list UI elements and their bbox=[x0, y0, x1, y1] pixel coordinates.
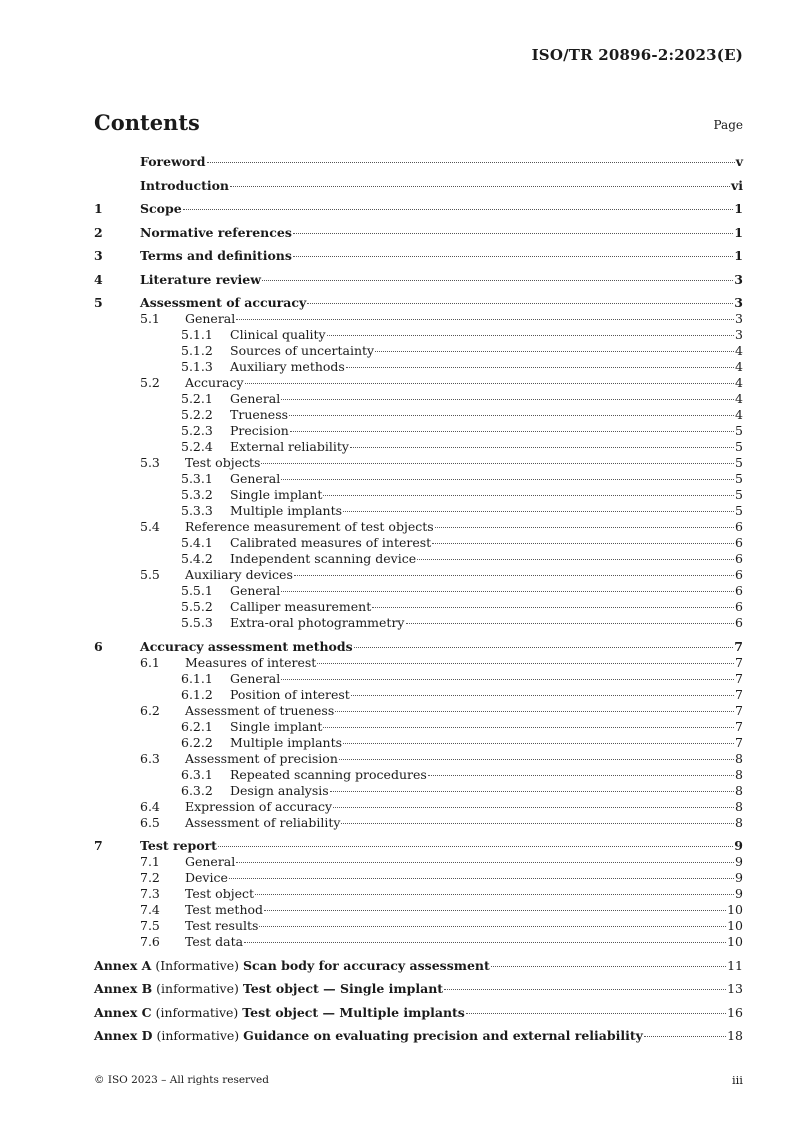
toc-entry-page: 6 bbox=[735, 535, 743, 550]
toc-entry-number: 5.4.2 bbox=[181, 551, 213, 566]
toc-entry-number: 5.3.3 bbox=[181, 503, 213, 518]
toc-entry-title: Test object bbox=[185, 886, 255, 901]
dot-leader bbox=[281, 679, 734, 680]
toc-entry-page: 8 bbox=[735, 766, 743, 782]
toc-entry-title: Test method bbox=[185, 902, 264, 917]
toc-entry-title: Test report bbox=[140, 838, 217, 853]
toc-entry[interactable] bbox=[94, 639, 743, 655]
contents-title: Contents bbox=[94, 110, 200, 135]
toc-annex-type: (informative) bbox=[152, 981, 243, 996]
toc-entry[interactable] bbox=[94, 958, 743, 974]
toc-annex-label: Annex D bbox=[94, 1028, 153, 1043]
dot-leader bbox=[444, 989, 726, 990]
dot-leader bbox=[466, 1013, 726, 1014]
toc-entry-title: Calliper measurement bbox=[230, 599, 372, 614]
toc-entry-page: vi bbox=[730, 177, 743, 193]
dot-leader bbox=[333, 807, 734, 808]
toc-entry-page: 8 bbox=[735, 750, 743, 766]
dot-leader bbox=[327, 335, 734, 336]
toc-entry-number: 3 bbox=[94, 248, 103, 263]
toc-entry-number: 7.1 bbox=[140, 854, 160, 869]
toc-entry-title: Test objects bbox=[185, 455, 261, 470]
toc-entry-page: 4 bbox=[735, 391, 743, 406]
toc-entry-number: 5.3.1 bbox=[181, 471, 213, 486]
toc-entry-number: 5.4.1 bbox=[181, 535, 213, 550]
toc-entry[interactable] bbox=[94, 248, 743, 264]
dot-leader bbox=[323, 495, 734, 496]
toc-entry[interactable] bbox=[94, 854, 743, 870]
dot-leader bbox=[351, 695, 734, 696]
toc-entry-page: 6 bbox=[735, 567, 743, 582]
toc-entry-title: Assessment of accuracy bbox=[140, 295, 307, 310]
toc-entry-title: Precision bbox=[230, 423, 289, 438]
toc-entry-title: Sources of uncertainty bbox=[230, 343, 375, 358]
toc-entry[interactable] bbox=[94, 359, 743, 375]
toc-entry-number: 5.5.3 bbox=[181, 615, 213, 630]
toc-entry-number: 6.2.1 bbox=[181, 718, 213, 734]
toc-entry-number: 5.1.3 bbox=[181, 359, 213, 374]
dot-leader bbox=[417, 559, 734, 560]
dot-leader bbox=[432, 543, 734, 544]
toc-annex-type: (informative) bbox=[151, 1004, 243, 1020]
dot-leader bbox=[343, 743, 734, 744]
toc-entry-title: Single implant bbox=[230, 718, 323, 734]
toc-entry-page: 10 bbox=[727, 918, 743, 933]
toc-entry-number: 5.2.3 bbox=[181, 423, 213, 438]
toc-entry[interactable] bbox=[94, 503, 743, 519]
toc-entry[interactable] bbox=[94, 902, 743, 918]
toc-entry-number: 2 bbox=[94, 224, 103, 240]
toc-entry-title: Scope bbox=[140, 201, 182, 216]
toc-entry[interactable] bbox=[94, 343, 743, 359]
toc-entry-page: 1 bbox=[734, 224, 743, 240]
toc-entry-page: 7 bbox=[735, 686, 743, 702]
toc-entry-title: Single implant bbox=[230, 487, 323, 502]
dot-leader bbox=[435, 527, 734, 528]
toc-entry[interactable] bbox=[94, 767, 743, 783]
toc-entry-number: 7 bbox=[94, 838, 103, 853]
toc-entry-title: General bbox=[230, 670, 281, 686]
toc-entry-number: 6 bbox=[94, 638, 103, 654]
toc-entry-number: 6.1 bbox=[140, 654, 160, 670]
toc-entry-title: Accuracy assessment methods bbox=[140, 638, 353, 654]
toc-entry-title: Scan body for accuracy assessment bbox=[242, 957, 490, 973]
toc-entry-page: 6 bbox=[735, 615, 743, 630]
dot-leader bbox=[245, 383, 734, 384]
toc-entry[interactable] bbox=[94, 423, 743, 439]
toc-entry-number: 5.3 bbox=[140, 455, 160, 470]
toc-entry-title: Assessment of reliability bbox=[185, 814, 341, 830]
toc-entry-title: External reliability bbox=[230, 439, 349, 454]
toc-annex-label: Annex A bbox=[94, 957, 152, 973]
toc-entry-page: 3 bbox=[734, 271, 743, 287]
dot-leader bbox=[346, 367, 734, 368]
dot-leader bbox=[290, 431, 734, 432]
toc-entry-page: 7 bbox=[734, 638, 743, 654]
dot-leader bbox=[294, 575, 734, 576]
toc-entry-page: 3 bbox=[735, 311, 743, 326]
toc-entry-page: 7 bbox=[735, 718, 743, 734]
toc-entry[interactable] bbox=[94, 327, 743, 343]
toc-entry-page: 4 bbox=[735, 407, 743, 422]
dot-leader bbox=[343, 511, 734, 512]
toc-entry-number: 6.3.1 bbox=[181, 766, 213, 782]
dot-leader bbox=[244, 942, 726, 943]
table-of-contents bbox=[94, 154, 743, 1044]
dot-leader bbox=[236, 319, 734, 320]
toc-entry-page: 7 bbox=[735, 670, 743, 686]
toc-entry[interactable] bbox=[94, 272, 743, 288]
toc-entry-title: General bbox=[185, 854, 236, 869]
toc-entry-page: 5 bbox=[735, 439, 743, 454]
dot-leader bbox=[406, 623, 735, 624]
dot-leader bbox=[289, 415, 734, 416]
toc-entry-page: 16 bbox=[727, 1004, 743, 1020]
toc-entry-title: General bbox=[230, 391, 281, 406]
toc-entry[interactable] bbox=[94, 583, 743, 599]
toc-entry[interactable] bbox=[94, 471, 743, 487]
toc-entry-number: 5.1 bbox=[140, 311, 160, 326]
dot-leader bbox=[183, 209, 734, 210]
toc-entry-page: 8 bbox=[735, 798, 743, 814]
toc-entry[interactable] bbox=[94, 439, 743, 455]
toc-entry-title: Guidance on evaluating precision and external reliability bbox=[243, 1028, 643, 1043]
toc-entry-title: Auxiliary methods bbox=[230, 359, 345, 374]
toc-entry[interactable] bbox=[94, 519, 743, 535]
toc-entry-title: Test object — Multiple implants bbox=[242, 1004, 465, 1020]
dot-leader bbox=[262, 280, 733, 281]
page-column-label: Page bbox=[713, 118, 743, 132]
toc-entry[interactable] bbox=[94, 815, 743, 831]
toc-entry-number: 7.6 bbox=[140, 934, 160, 949]
dot-leader bbox=[372, 607, 734, 608]
toc-entry-page: 10 bbox=[727, 902, 743, 917]
toc-entry-number: 5.1.1 bbox=[181, 327, 213, 342]
toc-entry-page: 7 bbox=[735, 654, 743, 670]
toc-entry[interactable] bbox=[94, 886, 743, 902]
dot-leader bbox=[207, 162, 735, 163]
toc-entry[interactable] bbox=[94, 455, 743, 471]
toc-entry[interactable] bbox=[94, 703, 743, 719]
toc-entry-page: 6 bbox=[735, 599, 743, 614]
toc-entry-number: 5.5.2 bbox=[181, 599, 213, 614]
toc-entry-page: 18 bbox=[727, 1028, 743, 1043]
toc-entry[interactable] bbox=[94, 311, 743, 327]
toc-entry-number: 6.1.2 bbox=[181, 686, 213, 702]
toc-entry-number: 5.4 bbox=[140, 519, 160, 534]
toc-entry-title: Reference measurement of test objects bbox=[185, 519, 434, 534]
toc-entry[interactable] bbox=[94, 391, 743, 407]
toc-entry-title: Test data bbox=[185, 934, 244, 949]
dot-leader bbox=[307, 303, 733, 304]
toc-entry-number: 5.5 bbox=[140, 567, 160, 582]
toc-entry[interactable] bbox=[94, 687, 743, 703]
dot-leader bbox=[330, 791, 734, 792]
toc-entry[interactable] bbox=[94, 154, 743, 170]
toc-entry-page: 6 bbox=[735, 519, 743, 534]
toc-entry-page: 8 bbox=[735, 782, 743, 798]
toc-entry[interactable] bbox=[94, 487, 743, 503]
toc-entry-page: 9 bbox=[735, 854, 743, 869]
toc-annex-label: Annex B bbox=[94, 981, 153, 996]
dot-leader bbox=[491, 966, 726, 967]
toc-entry-title: Accuracy bbox=[185, 375, 244, 390]
toc-entry-page: 5 bbox=[735, 455, 743, 470]
toc-entry[interactable] bbox=[94, 870, 743, 886]
toc-annex-type: (Informative) bbox=[151, 957, 243, 973]
dot-leader bbox=[341, 823, 734, 824]
toc-entry-page: 11 bbox=[727, 957, 743, 973]
dot-leader bbox=[323, 727, 734, 728]
dot-leader bbox=[281, 591, 734, 592]
toc-entry-number: 5.3.2 bbox=[181, 487, 213, 502]
toc-entry-page: 7 bbox=[735, 702, 743, 718]
dot-leader bbox=[317, 663, 734, 664]
toc-entry-number: 4 bbox=[94, 271, 103, 287]
toc-entry-title: General bbox=[230, 583, 281, 598]
toc-entry[interactable] bbox=[94, 178, 743, 194]
toc-entry-number: 6.2 bbox=[140, 702, 160, 718]
toc-entry-title: Multiple implants bbox=[230, 503, 343, 518]
dot-leader bbox=[236, 862, 734, 863]
toc-entry-number: 7.3 bbox=[140, 886, 160, 901]
toc-entry[interactable] bbox=[94, 225, 743, 241]
toc-entry[interactable] bbox=[94, 1028, 743, 1044]
toc-entry-page: 9 bbox=[735, 886, 743, 901]
toc-entry[interactable] bbox=[94, 655, 743, 671]
toc-annex-type: (informative) bbox=[152, 1028, 244, 1043]
toc-entry-title: Normative references bbox=[140, 224, 292, 240]
toc-entry-title: Independent scanning device bbox=[230, 551, 417, 566]
dot-leader bbox=[281, 399, 734, 400]
toc-entry[interactable] bbox=[94, 567, 743, 583]
dot-leader bbox=[229, 878, 734, 879]
toc-entry-number: 5.5.1 bbox=[181, 583, 213, 598]
dot-leader bbox=[261, 463, 734, 464]
toc-entry-title: Auxiliary devices bbox=[185, 567, 293, 582]
toc-annex-label: Annex C bbox=[94, 1004, 152, 1020]
toc-entry[interactable] bbox=[94, 407, 743, 423]
toc-entry-page: 5 bbox=[735, 423, 743, 438]
dot-leader bbox=[644, 1036, 726, 1037]
toc-entry[interactable] bbox=[94, 295, 743, 311]
toc-entry[interactable] bbox=[94, 735, 743, 751]
toc-entry-page: 4 bbox=[735, 359, 743, 374]
toc-entry-page: 5 bbox=[735, 487, 743, 502]
dot-leader bbox=[264, 910, 726, 911]
dot-leader bbox=[350, 447, 734, 448]
toc-entry[interactable] bbox=[94, 615, 743, 631]
toc-entry-page: 6 bbox=[735, 583, 743, 598]
toc-entry[interactable] bbox=[94, 783, 743, 799]
toc-entry-page: 5 bbox=[735, 503, 743, 518]
toc-entry-page: 7 bbox=[735, 734, 743, 750]
toc-entry-title: Assessment of precision bbox=[185, 750, 338, 766]
toc-entry-number: 7.2 bbox=[140, 870, 160, 885]
toc-entry-number: 6.3 bbox=[140, 750, 160, 766]
toc-entry-title: Terms and definitions bbox=[140, 248, 292, 263]
toc-entry[interactable] bbox=[94, 535, 743, 551]
toc-entry-title: Design analysis bbox=[230, 782, 329, 798]
toc-entry-number: 6.5 bbox=[140, 814, 160, 830]
toc-entry[interactable] bbox=[94, 838, 743, 854]
toc-entry-page: 1 bbox=[734, 248, 743, 263]
toc-entry-number: 7.4 bbox=[140, 902, 160, 917]
toc-entry-title: Assessment of trueness bbox=[185, 702, 335, 718]
toc-entry[interactable] bbox=[94, 751, 743, 767]
dot-leader bbox=[339, 759, 734, 760]
document-id: ISO/TR 20896-2:2023(E) bbox=[531, 46, 743, 64]
toc-entry-page: 6 bbox=[735, 551, 743, 566]
dot-leader bbox=[230, 186, 730, 187]
toc-entry[interactable] bbox=[94, 918, 743, 934]
toc-entry-title: Expression of accuracy bbox=[185, 798, 333, 814]
toc-entry-number: 5.2 bbox=[140, 375, 160, 390]
toc-entry[interactable] bbox=[94, 671, 743, 687]
toc-entry-title: Measures of interest bbox=[185, 654, 317, 670]
toc-entry-page: 3 bbox=[734, 295, 743, 310]
toc-entry-number: 6.3.2 bbox=[181, 782, 213, 798]
toc-entry-page: 1 bbox=[734, 201, 743, 216]
toc-entry-title: Calibrated measures of interest bbox=[230, 535, 432, 550]
toc-entry-page: 10 bbox=[727, 934, 743, 949]
footer-page-number: iii bbox=[731, 1073, 743, 1087]
dot-leader bbox=[281, 479, 734, 480]
toc-entry-page: 13 bbox=[727, 981, 743, 996]
toc-entry[interactable] bbox=[94, 201, 743, 217]
toc-entry[interactable] bbox=[94, 375, 743, 391]
toc-entry-title: General bbox=[230, 471, 281, 486]
toc-entry-title: Test results bbox=[185, 918, 259, 933]
dot-leader bbox=[293, 256, 733, 257]
toc-entry[interactable] bbox=[94, 599, 743, 615]
dot-leader bbox=[428, 775, 734, 776]
toc-entry-page: 5 bbox=[735, 471, 743, 486]
dot-leader bbox=[375, 351, 734, 352]
toc-entry-number: 6.1.1 bbox=[181, 670, 213, 686]
toc-entry-title: Repeated scanning procedures bbox=[230, 766, 427, 782]
toc-entry-title: Test object — Single implant bbox=[242, 981, 444, 996]
toc-entry-title: Trueness bbox=[230, 407, 289, 422]
toc-entry-page: 8 bbox=[735, 814, 743, 830]
dot-leader bbox=[354, 647, 734, 648]
toc-entry-title: Device bbox=[185, 870, 228, 885]
toc-entry-title: General bbox=[185, 311, 236, 326]
toc-entry[interactable] bbox=[94, 1005, 743, 1021]
toc-entry-title: Clinical quality bbox=[230, 327, 326, 342]
toc-entry-number: 6.2.2 bbox=[181, 734, 213, 750]
toc-entry-number: 5.2.4 bbox=[181, 439, 213, 454]
toc-entry-number: 6.4 bbox=[140, 798, 160, 814]
toc-entry-number: 5.2.1 bbox=[181, 391, 213, 406]
dot-leader bbox=[259, 926, 726, 927]
toc-entry-page: 4 bbox=[735, 375, 743, 390]
toc-entry[interactable] bbox=[94, 981, 743, 997]
toc-entry-number: 5 bbox=[94, 295, 103, 310]
dot-leader bbox=[255, 894, 734, 895]
toc-entry-title: Multiple implants bbox=[230, 734, 343, 750]
toc-entry[interactable] bbox=[94, 719, 743, 735]
toc-entry-title: Literature review bbox=[140, 271, 261, 287]
toc-entry[interactable] bbox=[94, 551, 743, 567]
dot-leader bbox=[218, 846, 733, 847]
toc-entry-page: 9 bbox=[734, 838, 743, 853]
toc-entry[interactable] bbox=[94, 799, 743, 815]
toc-entry-title: Foreword bbox=[140, 154, 206, 169]
footer-copyright: © ISO 2023 – All rights reserved bbox=[94, 1074, 269, 1086]
toc-entry-title: Introduction bbox=[140, 177, 230, 193]
toc-entry-page: 9 bbox=[735, 870, 743, 885]
toc-entry-page: 3 bbox=[735, 327, 743, 342]
dot-leader bbox=[293, 233, 733, 234]
toc-entry-number: 1 bbox=[94, 201, 103, 216]
toc-entry[interactable] bbox=[94, 934, 743, 950]
toc-entry-number: 5.2.2 bbox=[181, 407, 213, 422]
toc-entry-page: 4 bbox=[735, 343, 743, 358]
toc-entry-title: Position of interest bbox=[230, 686, 350, 702]
toc-entry-page: v bbox=[735, 154, 743, 169]
dot-leader bbox=[335, 711, 734, 712]
toc-entry-number: 7.5 bbox=[140, 918, 160, 933]
toc-entry-title: Extra-oral photogrammetry bbox=[230, 615, 405, 630]
toc-entry-number: 5.1.2 bbox=[181, 343, 213, 358]
